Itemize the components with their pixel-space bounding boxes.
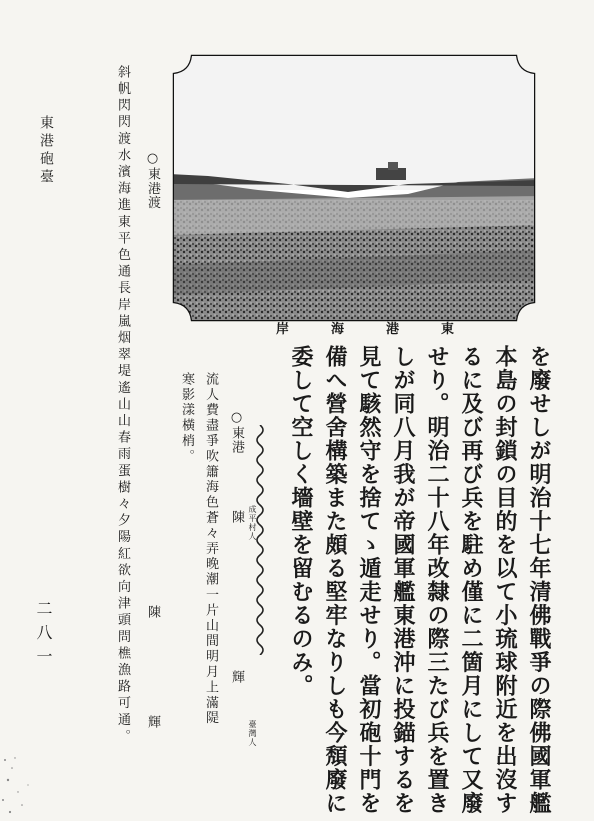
poem-title: ○東港: [229, 410, 244, 454]
caption-char: 港: [386, 322, 400, 337]
author-name: 陳: [145, 605, 160, 620]
poem-east-port-ferry: [108, 55, 173, 785]
poem-east-port: [160, 360, 257, 780]
scan-noise: [0, 750, 50, 820]
text-column: 備へ營舍構築また頗る堅牢なりしも今頽廢に: [322, 345, 348, 815]
caption-char: 東: [441, 322, 455, 337]
author-name: 輝: [145, 715, 160, 730]
text-column: 本島の封鎖の目的を以て小琉球附近を出沒す: [492, 345, 518, 815]
poem-line: 寒影漾橫梢。: [179, 372, 194, 465]
coast-photograph: [168, 50, 540, 326]
page-number: 二八一: [34, 600, 53, 672]
caption-char: 海: [331, 322, 345, 337]
poem-line: 流人費盡爭吹簫海色蒼々弄晚潮一片山間明月上滿隄: [203, 372, 218, 727]
author-note: 成平村人: [248, 505, 257, 541]
author-name: 輝: [229, 670, 244, 684]
photo-frame: [168, 50, 540, 326]
commentary-text: [268, 345, 554, 815]
text-column: を廢せしが明治十七年清佛戰爭の際佛國軍艦: [526, 345, 552, 815]
poem-title: ○東港渡: [145, 151, 160, 210]
text-column: 見て駭然守を捨てゝ遁走せり。當初砲十門を: [356, 345, 382, 815]
caption-char: 岸: [276, 322, 290, 337]
text-column: 委して空しく墻壁を留むるのみ。: [288, 345, 314, 698]
text-column: せり。明治二十八年改隸の際三たび兵を置き: [424, 345, 450, 815]
author-note: 臺灣人: [248, 720, 257, 747]
text-column: るに及び再び兵を駐め僅に二箇月にして又廢: [458, 345, 484, 815]
author-name: 陳: [229, 510, 244, 524]
side-title: 東港砲臺: [38, 115, 54, 187]
text-column: しが同八月我が帝國軍艦東港沖に投錨するを: [390, 345, 416, 815]
poem-line: 斜帆閃閃渡水濱海進東平色通長岸嵐烟翠堤遙山山春雨蛋樹々夕陽紅欲向津頭問樵漁路可通。: [115, 65, 130, 746]
